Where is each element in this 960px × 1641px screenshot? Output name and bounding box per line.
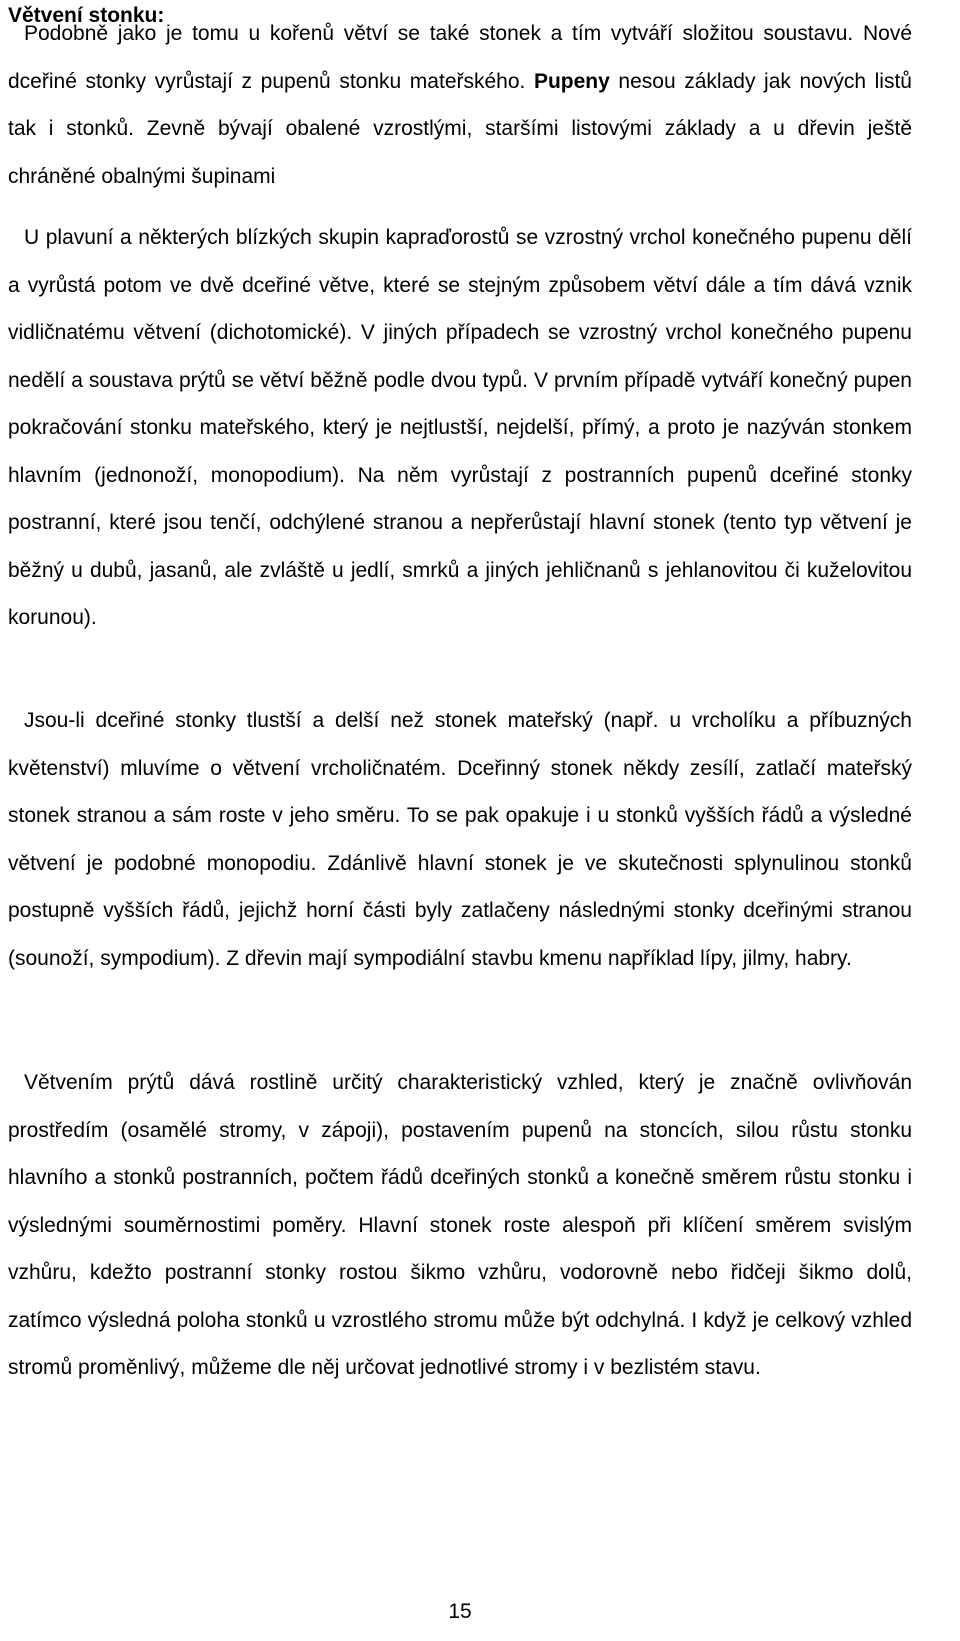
paragraph-1-text-start: Podobně jako je tomu u kořenů větví se také stonek a tím vytváří složitou soustavu. Nové dceřiné stonky vyrůstají z pupenů stonku mateřského.	[8, 22, 912, 93]
paragraph-1-text-end: nesou základy jak nových listů tak i stonků. Zevně bývají obalené vzrostlými, staršími listovými základy a u dřevin ještě chráněné obalnými šupinami	[8, 69, 912, 188]
paragraph-2: U plavuní a některých blízkých skupin kapraďorostů se vzrostný vrchol konečného pupenu dělí a vyrůstá potom ve dvě dceřiné větve, které se stejným způsobem větví dále a tím dává vznik vidličnatému větvení (dichotomické). V jiných případech se vzrostný vrchol konečného pupenu nedělí a soustava prýtů se větví běžně podle dvou typů. V prvním případě vytváří konečný pupen pokračování stonku mateřského, který je nejtlustší, nejdelší, přímý, a proto je nazýván stonkem hlavním (jednonoží, monopodium). Na něm vyrůstají z postranních pupenů dceřiné stonky postranní, které jsou tenčí, odchýlené stranou a nepřerůstají hlavní stonek (tento typ větvení je běžný u dubů, jasanů, ale zvláště u jedlí, smrků a jiných jehličnanů s jehlanovitou či kuželovitou korunou).	[8, 226, 912, 629]
page-number: 15	[448, 1600, 472, 1623]
paragraph-1	[8, 10, 912, 200]
paragraph-4: Větvením prýtů dává rostlině určitý charakteristický vzhled, který je značně ovlivňován prostředím (osamělé stromy, v zápoji), postavením pupenů na stoncích, silou růstu stonku hlavního a stonků postranních, počtem řádů dceřiných stonků a konečně směrem růstu stonku i výslednými souměrnostimi poměry. Hlavní stonek roste alespoň při klíčení směrem svislým vzhůru, kdežto postranní stonky rostou šikmo vzhůru, vodorovně nebo řidčeji šikmo dolů, zatímco výsledná poloha stonků u vzrostlého stromu může být odchylná. I když je celkový vzhled stromů proměnlivý, můžeme dle něj určovat jednotlivé stromy i v bezlistém stavu.	[8, 1071, 912, 1379]
paragraph-1-bold-term: Pupeny	[533, 69, 610, 93]
paragraph-3: Jsou-li dceřiné stonky tlustší a delší než stonek mateřský (např. u vrcholíku a příbuzných květenství) mluvíme o větvení vrcholičnatém. Dceřinný stonek někdy zesílí, zatlačí mateřský stonek stranou a sám roste v jeho směru. To se pak opakuje i u stonků vyšších řádů a výsledné větvení je podobné monopodiu. Zdánlivě hlavní stonek je ve skutečnosti splynulinou stonků postupně vyšších řádů, jejichž horní části byly zatlačeny následnými stonky dceřinými stranou (sounoží, sympodium). Z dřevin mají sympodiální stavbu kmenu například lípy, jilmy, habry.	[8, 709, 912, 970]
section-heading: Větvení stonku:	[8, 4, 165, 27]
